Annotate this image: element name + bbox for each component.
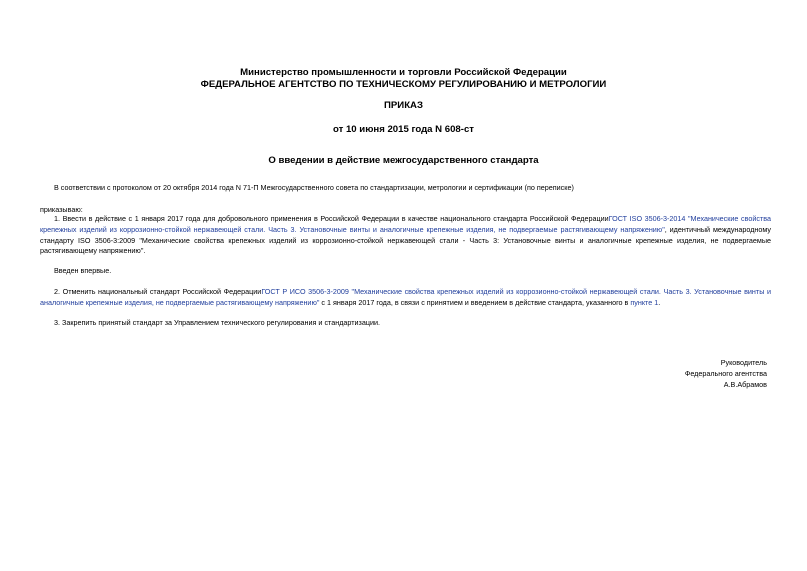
document-subject: О введении в действие межгосударственного стандарта	[268, 155, 539, 166]
item-2-text-b: с 1 января 2017 года, в связи с принятием и введением в действие стандарта, указанного в	[319, 297, 631, 307]
agency-name: ФЕДЕРАЛЬНОЕ АГЕНТСТВО ПО ТЕХНИЧЕСКОМУ РЕГУЛИРОВАНИЮ И МЕТРОЛОГИИ	[200, 79, 607, 90]
signature-org: Федерального агентства	[684, 368, 767, 378]
item-2-clause-link[interactable]: пункте 1	[630, 297, 659, 307]
signature-role: Руководитель	[720, 358, 767, 367]
item-2-text-c: .	[658, 297, 661, 307]
item-1-text-b: , идентичный международному стандарту ISO 3506-3:2009 "Механические свойства крепежных изделий из коррозионно-стойкой нержавеющей стали - Часть 3: Установочные винты и аналогичные крепежные изделия, не подвергаемые растягивающему напряжению".	[40, 224, 771, 256]
first-time-note: Введен впервые.	[54, 266, 112, 275]
document-type: ПРИКАЗ	[384, 100, 423, 111]
item-1-paragraph	[40, 214, 771, 257]
signature-name: А.В.Абрамов	[723, 379, 767, 389]
item-2-paragraph	[40, 287, 771, 309]
document-header	[0, 67, 807, 91]
item-2-standard-link[interactable]: ГОСТ Р ИСО 3506-3-2009 "Механические свойства крепежных изделий из коррозионно-стойкой нержавеющей стали. Часть 3. Установочные винты и аналогичные крепежные изделия, не подвергаемые растягивающему напряжению"	[40, 287, 771, 307]
preamble-paragraph: В соответствии с протоколом от 20 октября 2014 года N 71-П Межгосударственного совета по стандартизации, метрологии и сертификации (по переписке)	[54, 183, 574, 192]
document-date: от 10 июня 2015 года N 608-ст	[332, 124, 474, 135]
order-word: приказываю:	[40, 205, 83, 214]
item-1-standard-link[interactable]: ГОСТ ISO 3506-3-2014 "Механические свойства крепежных изделий из коррозионно-стойкой нержавеющей стали. Часть 3. Установочные винты и аналогичные крепежные изделия, не подвергаемые растягивающему напряжению"	[40, 214, 771, 234]
ministry-name: Министерство промышленности и торговли Российской Федерации	[240, 67, 567, 78]
item-3-paragraph: 3. Закрепить принятый стандарт за Управлением технического регулирования и стандартизации.	[54, 318, 380, 327]
item-1-text-a: 1. Ввести в действие с 1 января 2017 года для добровольного применения в Российской Федерации в качестве национального стандарта Российской Федерации	[54, 214, 609, 223]
item-2-text-a: 2. Отменить национальный стандарт Российской Федерации	[54, 287, 262, 296]
signature-block	[685, 358, 767, 390]
